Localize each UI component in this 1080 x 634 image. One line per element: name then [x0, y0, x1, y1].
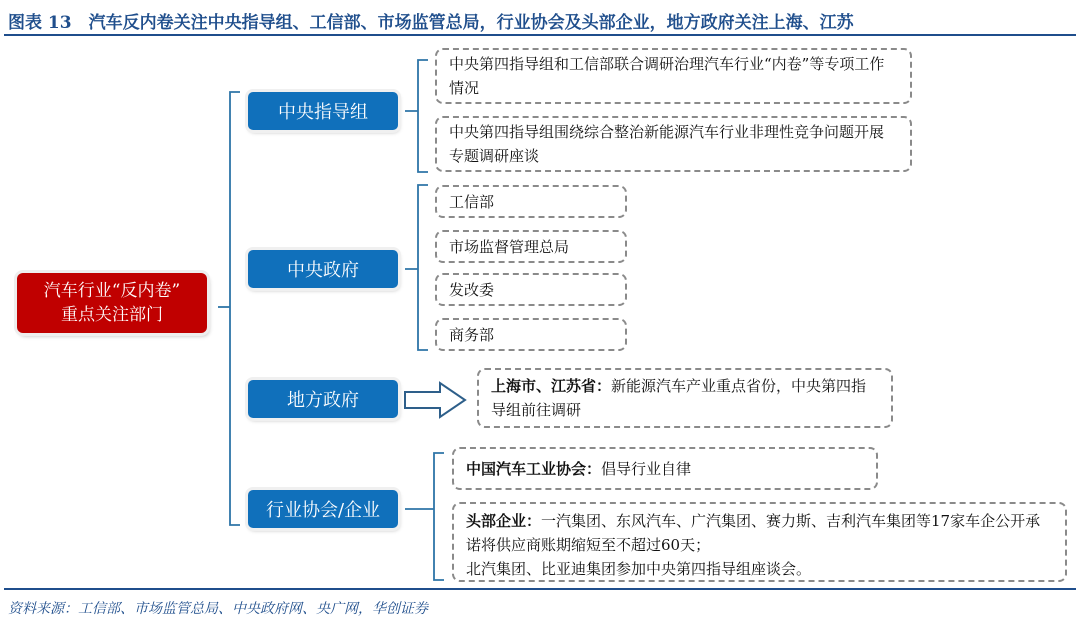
central-gov-item: 工信部 — [435, 185, 627, 218]
root-line2: 重点关注部门 — [61, 305, 163, 325]
item-text: 新能源汽车产业重点省份，中央第四指导组前往调研 — [491, 377, 867, 419]
category-central-government: 中央政府 — [248, 250, 398, 288]
local-gov-item — [477, 368, 893, 428]
central-gov-item: 市场监督管理总局 — [435, 230, 627, 263]
guidance-item: 中央第四指导组围绕综合整治新能源汽车行业非理性竞争问题开展专题调研座谈 — [435, 116, 912, 172]
root-line1: 汽车行业“反内卷” — [43, 281, 181, 301]
leading-enterprises-item — [452, 502, 1067, 582]
category-industry: 行业协会/企业 — [248, 490, 398, 528]
bracket-guidance — [405, 60, 428, 172]
arrow-right-icon — [405, 383, 465, 417]
figure-title: 图表 13 汽车反内卷关注中央指导组、工信部、市场监管总局，行业协会及头部企业，地方政府关注上海、江苏 — [8, 13, 854, 33]
source-note: 资料来源：工信部、市场监管总局、中央政府网、央广网，华创证券 — [8, 601, 428, 617]
category-guidance-group: 中央指导组 — [248, 92, 398, 130]
item-text-2: 北汽集团、比亚迪集团参加中央第四指导组座谈会。 — [466, 560, 812, 578]
footer-divider — [4, 588, 1076, 590]
item-text: 倡导行业自律 — [601, 460, 692, 478]
item-text: 一汽集团、东风汽车、广汽集团、赛力斯、吉利汽车集团等17家车企公开承诺将供应商账期缩短至不超过60天； — [466, 512, 1041, 554]
central-gov-item: 商务部 — [435, 318, 627, 351]
central-gov-item: 发改委 — [435, 273, 627, 306]
item-heading: 中国汽车工业协会： — [466, 460, 602, 478]
industry-association-item — [452, 447, 878, 490]
bracket-central-gov — [405, 185, 428, 350]
bracket-industry — [405, 453, 444, 580]
item-heading: 上海市、江苏省： — [491, 377, 612, 395]
item-heading: 头部企业： — [466, 512, 542, 530]
root-node — [17, 273, 207, 333]
guidance-item: 中央第四指导组和工信部联合调研治理汽车行业“内卷”等专项工作情况 — [435, 48, 912, 104]
main-bracket — [230, 92, 240, 525]
category-local-government: 地方政府 — [248, 380, 398, 418]
